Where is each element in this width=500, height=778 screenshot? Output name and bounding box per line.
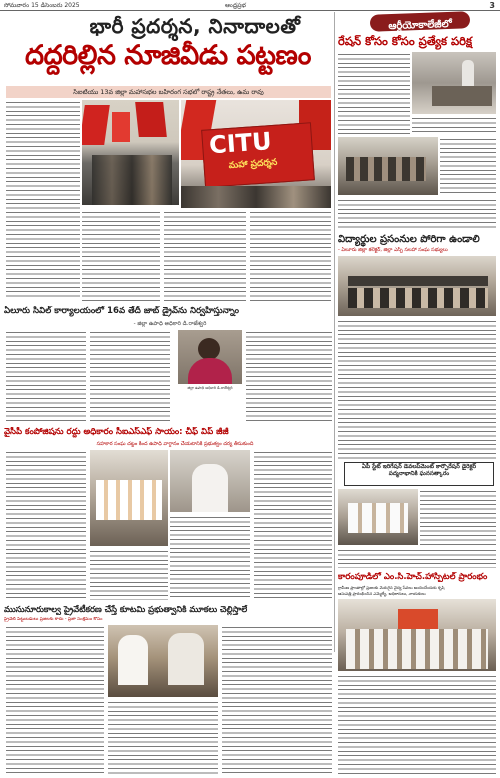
irrigation-headline-box — [344, 462, 494, 486]
ysrcp-meeting-photo — [90, 450, 168, 546]
banner-citu-text: CITU — [208, 127, 273, 160]
jobdrive-text-2 — [90, 330, 170, 424]
ysrcp-subhead: సహకార సంఘ చట్టం కింద ఉపాధి వాగ్దానం చేయటానికి ప్రభుత్వం చర్య తీసుకుంది — [96, 441, 254, 447]
felicitation-photo — [338, 489, 418, 545]
ysrcp-text-4 — [90, 549, 168, 600]
lead-column-text — [6, 100, 80, 300]
hospital-headline: కారంపూడిలో ఎం.సి.హెచ్.హాస్పిటల్ ప్రారంభం — [338, 572, 488, 582]
jobdrive-text-3 — [246, 330, 332, 424]
banner-rally-text: మహా ప్రదర్శన — [228, 157, 278, 172]
right-top-headline: రేషన్ కోసం కోసం ప్రత్యేక పరిక్ష — [338, 34, 473, 48]
right-top-text-3 — [440, 137, 496, 195]
hospital-bullet-2: ఆసుపత్రి ప్రారంభించిన ఎమ్మెల్యే, అధికారులు, నాయకులు — [338, 591, 426, 596]
jobdrive-text-1 — [6, 330, 86, 424]
right-top-text-2 — [412, 116, 496, 134]
ysrcp-text-2 — [170, 515, 250, 600]
lead-headline-line1: భారీ ప్రదర్శన, నినాదాలతో — [89, 14, 301, 38]
ysrcp-headline: వైసీపీ కంపోజిషను రద్దు అధికారం సీఐఎస్‌ఎఫ్ సాయం: చీఫ్ విప్ జీజీ — [4, 427, 229, 437]
page-header — [0, 0, 500, 10]
portrait-caption: జిల్లా ఉపాధి అధికారి డి.రాజేశ్వరి — [187, 386, 233, 390]
officer-portrait — [178, 330, 242, 384]
citu-banner-photo — [181, 100, 331, 208]
lead-headline-line2: దద్దరిల్లిన నూజివీడు పట్టణం — [25, 40, 311, 71]
right-story2-text — [338, 319, 496, 459]
lead-column-text-4 — [250, 210, 331, 302]
right-top-text-4 — [338, 198, 496, 231]
column-divider — [334, 12, 335, 652]
hospital-opening-photo — [338, 599, 496, 671]
hospital-bullets — [338, 585, 496, 597]
header-rule — [0, 10, 500, 11]
bottom-subhead: ప్రైవేట్ పెట్టుబడులు ప్రజలకు కాదు - ప్రజా సంక్షేమం కోసం — [4, 617, 103, 622]
badge-text: ఆర్డీయోకాలేజీలో — [388, 18, 453, 33]
right-story2-headline: విద్యార్థుల ప్రసంనుల పోరిగా ఉండాలి — [338, 234, 480, 245]
hospital-bullet-1: గ్రామీణ ప్రాంతాల్లో ప్రజలకు మెరుగైన వైద్య సేవలు అందించేందుకు కృషి — [338, 585, 445, 590]
meeting-photo — [338, 256, 496, 316]
lead-column-text-2 — [82, 210, 160, 302]
bottom-headline: ముసునూరుకాల్వ ప్రైవేటీకరణ చేస్తే కూటమి ప్రభుత్వానికి మూకలు చెల్లిస్తాలే — [4, 604, 248, 614]
jobdrive-headline: ఏలూరు సివిల్ కార్యాలయంలో 16వ తేదీ జాబ్ డ్రైవ్‌ను నిర్వహిస్తున్నాం — [4, 306, 239, 316]
irrigation-text-2 — [338, 548, 496, 568]
bottom-text-1 — [6, 625, 104, 775]
hospital-text — [338, 674, 496, 774]
exam-hall-photo — [412, 52, 496, 114]
bottom-text-2 — [108, 700, 218, 775]
right-top-badge — [370, 11, 471, 31]
ysrcp-text-1 — [6, 450, 86, 600]
bottom-press-photo — [108, 625, 218, 697]
citu-banner — [201, 122, 315, 188]
lead-column-text-3 — [164, 210, 246, 302]
lead-subhead: సిఐటియు 13వ జిల్లా మహాసభల బహిరంగ సభలో రాష్ట్ర నేతలు, ఉమ రావు — [6, 86, 331, 98]
right-story2-subhead: - ఏలూరు జిల్లా కలెక్టర్, జిల్లా ఎస్పీ సలహా సంఘ సభ్యులు — [338, 247, 448, 253]
classroom-photo — [338, 137, 438, 195]
dateline: సోమవారం 15 డిసెంబరు 2025 — [4, 2, 80, 9]
page-number: 3 — [489, 1, 495, 10]
jobdrive-byline: - జిల్లా ఉపాధి అధికారి డి.రాజేశ్వరి — [133, 321, 207, 327]
ysrcp-text-3 — [254, 450, 332, 600]
irrigation-text-1 — [420, 489, 496, 545]
right-top-text-1 — [338, 52, 410, 134]
rally-photo — [82, 100, 179, 205]
irrigation-headline: ఏపీ స్టేట్ ఇరిగేషన్ డెవలప్‌మెంట్ కార్పొరేషన్ డైరెక్టర్ పద్మనాభానికి ఘనసత్కారం — [361, 464, 477, 478]
newspaper-name: ఆంధ్రప్రభ — [225, 2, 246, 9]
bottom-text-3 — [222, 625, 332, 775]
ysrcp-leader-photo — [170, 450, 250, 512]
